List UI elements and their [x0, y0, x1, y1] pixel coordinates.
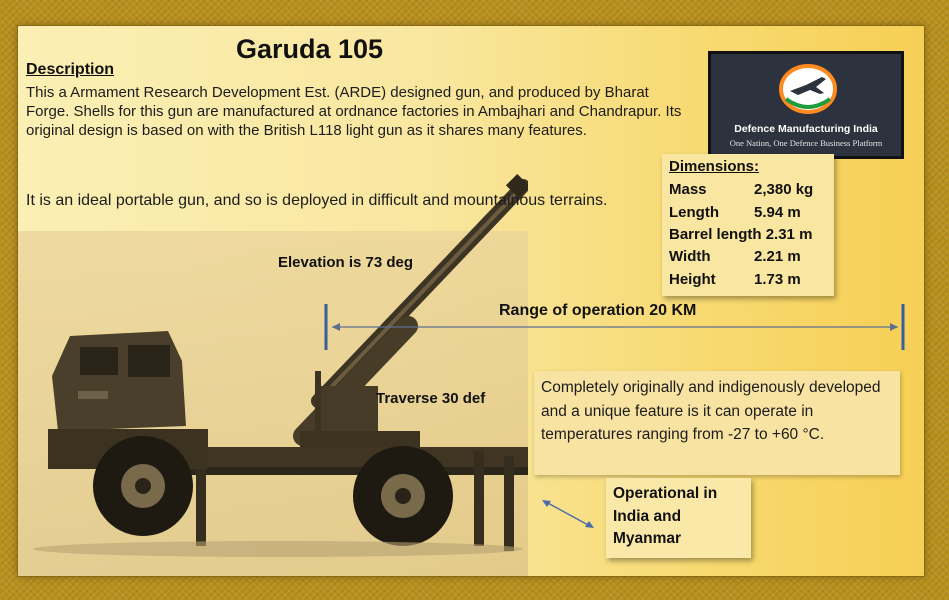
range-indicator-arrow	[318, 296, 908, 356]
dimension-label: Mass	[669, 181, 707, 198]
dimension-row-length	[669, 204, 801, 221]
dimensions-heading: Dimensions:	[669, 158, 760, 175]
description-paragraph-1: This a Armament Research Development Est. (ARDE) designed gun, and produced by Bharat Forge. Shells for this gun are manufactured at ordnance factories in Ambajhari and Chandrapur. Its original design is based on with the British L118 light gun as it shares many features.	[26, 84, 682, 139]
traverse-annotation: Traverse 30 def	[376, 390, 486, 407]
range-annotation: Range of operation 20 KM	[499, 302, 697, 319]
slide	[18, 26, 924, 576]
dimension-label: Height	[669, 271, 716, 288]
dimension-value: 5.94 m	[754, 204, 801, 221]
operations-note-text: Operational in India and Myanmar	[613, 485, 718, 547]
dimension-value: 2.21 m	[754, 248, 801, 265]
dimension-value: 1.73 m	[754, 271, 801, 288]
dimension-row-width	[669, 248, 801, 265]
dimension-row-barrel-length	[669, 226, 812, 243]
feature-note-box	[534, 371, 900, 475]
brand-logo	[708, 51, 904, 159]
dimension-value: 2.31 m	[765, 226, 813, 243]
logo-brand-name: Defence Manufacturing India	[734, 123, 878, 135]
operations-note-box	[606, 478, 751, 558]
dimensions-box	[662, 154, 834, 296]
truck-mounted-gun-photo	[18, 151, 528, 576]
dimension-label: Width	[669, 248, 711, 265]
page-title: Garuda 105	[236, 34, 384, 64]
dimension-value: 2,380 kg	[754, 181, 814, 198]
logo-tagline: One Nation, One Defence Business Platform	[729, 138, 883, 148]
dimension-label: Length	[669, 204, 719, 221]
dimension-row-height	[669, 271, 801, 288]
feature-note-text: Completely originally and indigenously developed and a unique feature is it can operate in temperatures ranging from -27 to +60 °C.	[541, 379, 881, 443]
pointer-arrow-icon	[538, 496, 598, 532]
description-paragraph-2: It is an ideal portable gun, and so is deployed in difficult and mountainous terrains.	[26, 192, 608, 209]
description-heading: Description	[26, 61, 115, 78]
elevation-annotation: Elevation is 73 deg	[278, 254, 414, 271]
dimension-label: Barrel length	[669, 226, 762, 243]
dimension-row-mass	[669, 181, 814, 198]
fighter-jet-emblem-icon	[778, 61, 838, 119]
